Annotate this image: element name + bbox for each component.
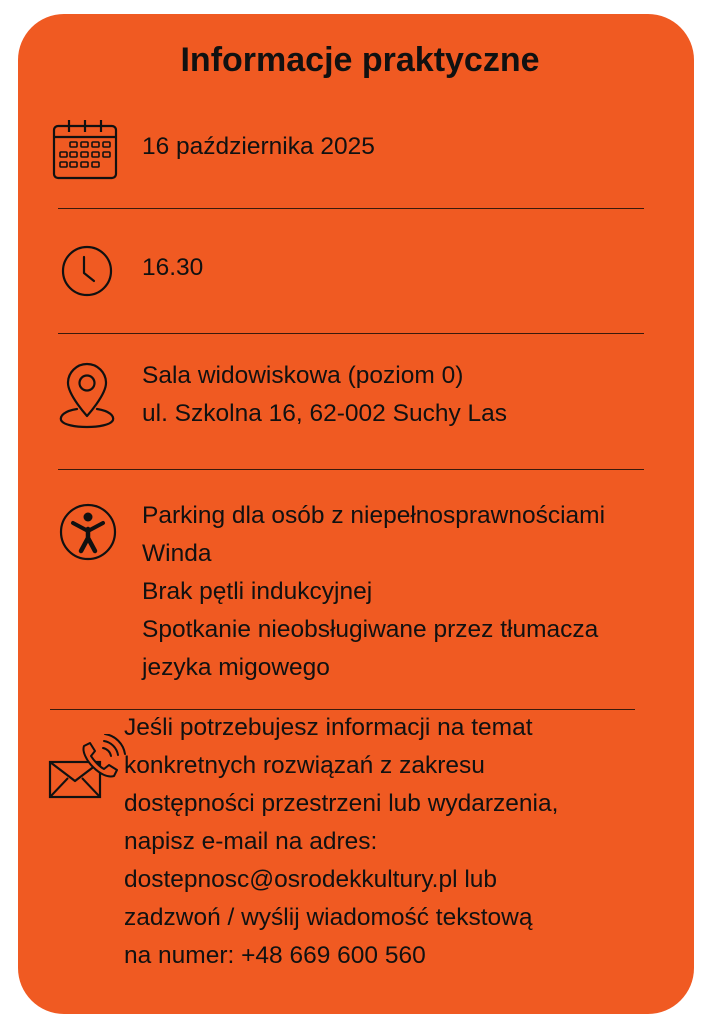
- accessibility-line: jezyka migowego: [142, 654, 330, 681]
- contact-line: konkretnych rozwiązań z zakresu: [124, 752, 485, 779]
- card-title: Informacje praktyczne: [180, 41, 540, 79]
- contact-phone-line: na numer: +48 669 600 560: [124, 942, 426, 969]
- event-time: 16.30: [142, 254, 204, 281]
- event-location: [142, 357, 507, 433]
- accessibility-icon: [58, 502, 118, 562]
- accessibility-line: Parking dla osób z niepełnosprawnościami: [142, 502, 606, 529]
- accessibility-line: Brak pętli indukcyjnej: [142, 578, 373, 605]
- accessibility-line: Winda: [142, 540, 212, 567]
- info-card: [18, 14, 694, 1014]
- accessibility-info: [142, 497, 605, 687]
- divider: [58, 469, 644, 470]
- location-line: ul. Szkolna 16, 62-002 Suchy Las: [142, 400, 508, 427]
- clock-icon: [60, 244, 114, 298]
- divider: [58, 333, 644, 334]
- contact-line: Jeśli potrzebujesz informacji na temat: [124, 714, 533, 741]
- location-pin-icon: [56, 362, 118, 432]
- contact-line: napisz e-mail na adres:: [124, 828, 378, 855]
- contact-line: zadzwoń / wyślij wiadomość tekstową: [124, 904, 533, 931]
- accessibility-line: Spotkanie nieobsługiwane przez tłumacza: [142, 616, 599, 643]
- location-line: Sala widowiskowa (poziom 0): [142, 362, 464, 389]
- calendar-icon: [52, 118, 120, 180]
- envelope-phone-icon: [48, 734, 134, 804]
- contact-email-line: dostepnosc@osrodekkultury.pl lub: [124, 866, 498, 893]
- divider: [58, 208, 644, 209]
- contact-info: [124, 709, 558, 975]
- contact-line: dostępności przestrzeni lub wydarzenia,: [124, 790, 559, 817]
- event-date: 16 października 2025: [142, 133, 375, 160]
